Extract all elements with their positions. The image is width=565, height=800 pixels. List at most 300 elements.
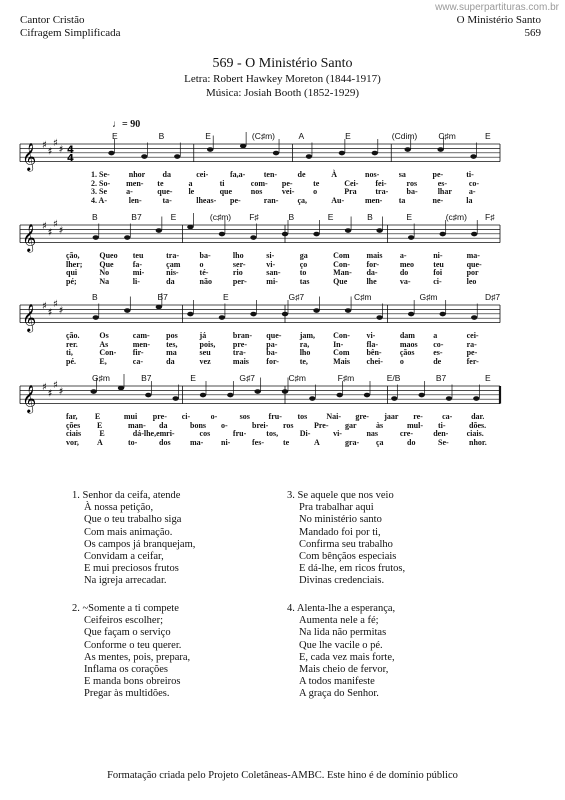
note-head [156, 228, 162, 233]
chord-symbol: (Cdim) [391, 131, 418, 141]
note-head [376, 315, 382, 320]
verse-1 [72, 490, 195, 588]
note-head [141, 154, 147, 159]
lyric-syllable: fla- [366, 339, 379, 349]
note-head [124, 308, 130, 313]
verse-line-text: Ceifeiros escolher; [84, 615, 164, 627]
lyric-syllable: dões. [469, 420, 487, 430]
verse-line [72, 664, 190, 676]
lyric-syllable: ri- [166, 429, 175, 439]
watermark: www.superpartituras.com.br [435, 2, 559, 13]
verse-line-text: Na igreja arrecadar. [84, 575, 167, 587]
lyric-syllable: da [159, 420, 168, 430]
lyric-syllable: Mais [333, 356, 350, 366]
lyric-syllable: ga [299, 251, 308, 260]
lyric-syllable: men- [126, 178, 144, 188]
note-head [240, 144, 246, 149]
verse-line [72, 551, 195, 563]
chord-symbol: E [205, 131, 211, 141]
chord-symbol: G♯7 [288, 292, 305, 302]
lyric-syllable: que- [466, 259, 482, 269]
note-head [345, 308, 351, 313]
verse-line-text: Mandado foi por ti, [299, 526, 381, 538]
lyric-syllable: co- [433, 339, 444, 349]
verse-number: 2. [72, 603, 83, 614]
lyric-syllable: E [94, 412, 101, 421]
verse-line [72, 640, 190, 652]
lyric-syllable: lho [232, 251, 244, 260]
lyric-syllable: Pra [344, 187, 357, 197]
sharp-icon: ♯ [42, 221, 47, 232]
sharp-icon: ♯ [47, 307, 53, 319]
lyric-syllable: ba- [199, 251, 211, 260]
lyric-syllable: pé; [66, 276, 77, 286]
lyric-syllable: es- [437, 178, 448, 188]
note-head [250, 312, 256, 317]
lyric-syllable: es- [433, 348, 443, 358]
note-head [174, 154, 180, 159]
chord-symbol: E [223, 292, 229, 302]
hymn-number: 569 [524, 27, 541, 39]
lyric-syllable: ti [219, 178, 225, 188]
lyric-syllable: ba- [406, 187, 418, 197]
lyric-syllable: vi- [266, 259, 276, 269]
lyric-syllable: teu [433, 259, 444, 269]
lyric-syllable: pos [166, 331, 178, 340]
chord-symbol: B7 [435, 373, 447, 383]
lyric-syllable: da [166, 276, 175, 286]
lyric-syllable: té- [199, 268, 209, 278]
lyric-syllable: fru- [232, 429, 247, 439]
note-head [200, 393, 206, 398]
lyric-syllable: dá-lhe,em [132, 429, 167, 439]
lyric-syllable: Man- [333, 268, 352, 278]
lyric-syllable: sa [398, 170, 406, 179]
lyric-syllable: tra- [232, 348, 246, 358]
note-head [172, 396, 178, 401]
lyric-syllable: brei- [252, 420, 269, 430]
verse-line-text: Mais cheio de fervor, [299, 664, 389, 676]
lyric-syllable: pre- [232, 339, 247, 349]
verse-line-text: Na lida não permitas [299, 627, 387, 639]
sharp-icon: ♯ [58, 144, 64, 156]
lyric-syllable: Con- [99, 348, 117, 358]
lyric-syllable: te, [299, 356, 308, 366]
note-head [187, 225, 193, 230]
note-head [219, 315, 225, 320]
lyric-syllable: A [314, 437, 320, 447]
chord-symbol: C♯m [354, 292, 372, 302]
lyric-syllable: chei- [366, 356, 383, 366]
sharp-icon: ♯ [53, 137, 58, 149]
lyric-syllable: Queo [99, 251, 118, 260]
lyric-syllable: vi- [333, 429, 342, 439]
verse-line [287, 603, 395, 615]
verse-line-text: Inflama os corações [84, 664, 168, 676]
lyric-syllable: ca- [132, 356, 143, 366]
lyric-syllable: ros [283, 420, 294, 430]
lyric-line [0, 357, 565, 366]
lyric-syllable: pois, [199, 339, 216, 349]
chord-symbol: E [485, 373, 491, 383]
verse-number: 3. [287, 490, 298, 501]
lyric-syllable: o- [221, 420, 228, 430]
treble-clef-icon: 𝄞 [22, 142, 37, 171]
treble-clef-icon: 𝄞 [22, 384, 37, 413]
verse-line [287, 551, 405, 563]
lyric-syllable: per- [232, 276, 247, 286]
verse-line [72, 603, 190, 615]
note-head [376, 228, 382, 233]
lyric-syllable: a [188, 178, 193, 188]
lyric-syllable: lhe [366, 276, 377, 286]
lyric-syllable: dar. [471, 412, 485, 421]
lyric-syllable: tos [297, 412, 308, 421]
chord-symbol: E/B [386, 373, 401, 383]
note-head [439, 312, 445, 317]
lyric-syllable: lho [299, 348, 311, 358]
note-head [227, 393, 233, 398]
lyric-syllable: Cei- [344, 178, 359, 188]
lyric-syllable: pa- [266, 339, 278, 349]
lyric-syllable: já [199, 331, 207, 340]
lyric-syllable: a [433, 331, 438, 340]
lyric-syllable: ca- [442, 412, 453, 421]
lyric-syllable: jaar [384, 412, 399, 421]
verse-4 [287, 603, 395, 701]
lyric-syllable: mais [232, 356, 249, 366]
edition-name: Cifragem Simplificada [20, 27, 121, 39]
verse-number: 1. [72, 490, 83, 501]
lyric-syllable: bons [190, 420, 207, 430]
lyric-syllable: ros [406, 178, 418, 188]
chord-symbol: G♯m [419, 292, 438, 302]
time-signature: 4 [67, 144, 74, 156]
verse-line [287, 563, 405, 575]
lyric-syllable: jam, [299, 331, 316, 340]
verse-line-text: Aumenta nele a fé; [299, 615, 379, 627]
sharp-icon: ♯ [53, 298, 58, 310]
note-head [437, 147, 443, 152]
sharp-icon: ♯ [58, 225, 64, 237]
lyric-syllable: foi [433, 268, 443, 278]
lyric-syllable: pé. [66, 356, 76, 366]
note-head [124, 235, 130, 240]
chord-symbol: E [170, 212, 177, 222]
verse-line [287, 539, 405, 551]
verse-line [72, 652, 190, 664]
verse-line-text: E dá-lhe, em ricos frutos, [299, 563, 406, 575]
note-head [273, 151, 279, 156]
lyric-syllable: Nai- [326, 412, 342, 421]
lyric-syllable: dos [159, 437, 171, 447]
verse-line [72, 514, 195, 526]
lyric-syllable: ten- [263, 170, 278, 179]
verse-line [287, 664, 395, 676]
verse-line-text: Pregar às multidões. [84, 688, 170, 700]
chord-row [0, 373, 565, 384]
chord-row [0, 131, 565, 142]
lyric-syllable: va- [399, 276, 411, 286]
lyric-syllable: ma [166, 348, 177, 358]
lyric-syllable: o [199, 259, 204, 269]
lyric-syllable: to [299, 268, 307, 278]
chord-symbol: F♯m [337, 373, 355, 383]
lyric-syllable: seu [199, 348, 211, 358]
lyric-syllable: ciais [66, 429, 82, 439]
verse-line-text: Que lhe vacile o pé. [299, 639, 383, 651]
chord-symbol: G♯7 [239, 373, 255, 383]
treble-clef-icon: 𝄞 [22, 303, 37, 332]
lyric-syllable: Com [333, 348, 350, 358]
note-head [372, 151, 378, 156]
lyric-syllable: E [97, 420, 103, 430]
music-credit: Música: Josiah Booth (1852-1929) [205, 87, 360, 99]
chord-symbol: E [406, 212, 413, 222]
verse-line-text: Com mais animação. [84, 526, 173, 538]
lyric-syllable: cam- [132, 331, 150, 340]
lyric-syllable: mui [123, 412, 138, 421]
lyric-syllable: que [219, 187, 233, 197]
lyric-syllable: ra, [299, 339, 310, 349]
title-block [0, 55, 565, 100]
sharp-icon: ♯ [42, 140, 47, 151]
verse-line [72, 490, 195, 502]
chord-symbol: B [92, 292, 98, 302]
lyric-syllable: E, [99, 356, 107, 366]
verse-line [287, 527, 405, 539]
verse-line [287, 615, 395, 627]
lyric-syllable: to- [128, 437, 138, 447]
lyric-syllable: vez [199, 356, 211, 366]
chord-symbol: B [367, 212, 373, 222]
sharp-icon: ♯ [47, 146, 53, 158]
lyric-syllable: o [399, 356, 404, 366]
lyric-syllable: meo [399, 259, 415, 269]
lyric-syllable: Con- [333, 259, 350, 269]
lyric-syllable: nhor. [469, 437, 487, 447]
note-head [313, 232, 319, 237]
sharp-icon: ♯ [47, 227, 53, 239]
lyric-syllable: ço [299, 259, 308, 269]
sharp-icon: ♯ [53, 379, 58, 391]
lyric-syllable: ção, [66, 251, 80, 260]
lyric-syllable: rer. [66, 339, 78, 349]
lyric-syllable: san- [266, 268, 281, 278]
chord-symbol: B7 [157, 292, 168, 302]
lyric-syllable: E [99, 429, 105, 439]
lyric-syllable: fir- [132, 348, 144, 358]
lyric-syllable: nis- [166, 268, 179, 278]
header-left [20, 14, 121, 40]
lyric-syllable: tra- [375, 187, 389, 197]
chord-symbol: E [327, 212, 334, 222]
lyric-syllable: ser- [232, 259, 246, 269]
verse-line [72, 688, 190, 700]
lyric-syllable: nos [250, 187, 263, 197]
lyric-syllable: Que [333, 276, 348, 286]
hymn-name: O Ministério Santo [456, 14, 541, 26]
lyric-syllable: mais [366, 251, 383, 260]
lyric-syllable: te [313, 178, 320, 188]
note-head [254, 389, 260, 394]
lyric-syllable: pe- [432, 170, 444, 179]
note-head [187, 312, 193, 317]
chord-symbol: B7 [141, 373, 152, 383]
lyric-syllable: da- [366, 268, 378, 278]
lyric-syllable: Na [99, 276, 110, 286]
note-head [118, 386, 124, 391]
lyric-syllable: Se- [438, 437, 449, 447]
lyric-syllable: men- [132, 339, 151, 349]
chord-symbol: D♯7 [485, 292, 501, 302]
note-head [108, 151, 114, 156]
chord-row [0, 292, 565, 303]
verse-line [72, 575, 195, 587]
chord-row [0, 212, 565, 223]
lyric-syllable: Que [99, 259, 114, 269]
lyric-syllable: cei- [196, 170, 209, 179]
note-head [306, 154, 312, 159]
lyric-syllable: gra- [345, 437, 360, 447]
chord-symbol: (c♯m) [445, 212, 467, 222]
lyric-syllable: ba- [266, 348, 278, 358]
lyric-syllable: ti- [466, 170, 474, 179]
lyric-syllable: que- [157, 187, 173, 197]
verse-line [72, 615, 190, 627]
verse-line-text: Se aquele que nos veio [297, 490, 394, 501]
lyric-syllable: dam [399, 331, 415, 340]
verse-line-text: A todos manifeste [299, 676, 375, 688]
chord-symbol: B [92, 212, 98, 222]
lyric-syllable: ma- [466, 251, 480, 260]
lyric-syllable: 1. Se- [91, 170, 110, 179]
lyric-syllable: re- [413, 412, 423, 421]
verse-line-text: Divinas credenciais. [299, 575, 385, 587]
note-head [219, 232, 225, 237]
lyric-line [0, 277, 565, 286]
verse-line [72, 563, 195, 575]
verse-line [287, 676, 395, 688]
lyric-syllable: si- [266, 251, 275, 260]
lyric-syllable: nos- [365, 170, 380, 179]
lyric-syllable: Com [333, 251, 350, 260]
sharp-icon: ♯ [58, 305, 64, 317]
lyric-syllable: vi- [366, 331, 376, 340]
lyric-syllable: às [376, 420, 384, 430]
lyric-syllable: gre- [355, 412, 369, 421]
verse-line-text: Que façam o serviço [84, 627, 171, 639]
note-head [408, 312, 414, 317]
lyric-syllable: ça [376, 437, 384, 447]
verse-line [287, 514, 405, 526]
verse-line-text: A graça do Senhor. [299, 688, 379, 700]
chord-symbol: E [190, 373, 196, 383]
verse-line [72, 627, 190, 639]
lyric-syllable: la [466, 195, 473, 205]
lyric-syllable: bên- [366, 348, 382, 358]
lyric-syllable: qui [66, 268, 78, 278]
note-head [470, 154, 476, 159]
lyric-syllable: ti- [438, 420, 446, 430]
header-right [457, 14, 541, 40]
lyric-syllable: cei- [466, 331, 479, 340]
tempo-marking: ♩= 90 [112, 119, 141, 130]
sharp-icon: ♯ [42, 382, 47, 393]
lyric-syllable: não [199, 276, 212, 286]
lyric-syllable: do [407, 437, 416, 447]
chord-symbol: (C♯m) [251, 131, 276, 141]
chord-symbol: F♯ [485, 212, 495, 222]
lyric-syllable: ta [398, 195, 406, 205]
lyric-syllable: pe- [466, 348, 478, 358]
lyric-syllable: ti, [66, 348, 73, 358]
verse-line-text: Os campos já branquejam, [84, 538, 196, 550]
lyric-syllable: a- [468, 187, 476, 197]
lyric-syllable: te [283, 437, 290, 447]
lyric-syllable: lhar [437, 187, 452, 197]
lyric-syllable: len- [128, 195, 142, 205]
note-head [250, 235, 256, 240]
lyric-syllable: do [399, 268, 409, 278]
lyric-syllable: vei- [281, 187, 295, 197]
verse-line [287, 490, 405, 502]
verse-line-text: As mentes, pois, prepara, [84, 651, 191, 663]
lyric-syllable: In- [333, 339, 344, 349]
lyric-syllable: maos [399, 339, 418, 349]
note-head [345, 228, 351, 233]
verse-line-text: E manda bons obreiros [84, 676, 181, 688]
lyric-syllable: ções [66, 420, 81, 430]
lyric-syllable: o- [210, 412, 218, 421]
chord-symbol: C♯m [438, 131, 456, 141]
verse-line-text: Confirma seu trabalho [299, 538, 393, 550]
lyric-syllable: Di- [299, 429, 311, 439]
note-head [473, 396, 479, 401]
lyric-syllable: de [433, 356, 442, 366]
lyric-syllable: ci- [433, 276, 442, 286]
lyric-syllable: nhor [128, 170, 146, 179]
verse-line [72, 527, 195, 539]
note-head [90, 389, 96, 394]
lyric-syllable: ra- [466, 339, 477, 349]
verse-number: 4. [287, 603, 297, 614]
lyric-syllable: tra- [166, 251, 180, 260]
page-title: 569 - O Ministério Santo [212, 56, 353, 71]
note-head [309, 396, 315, 401]
lyric-syllable: ma- [190, 437, 204, 447]
lyric-syllable: mi- [266, 276, 278, 286]
lyric-syllable: lheas- [196, 195, 217, 205]
lyric-syllable: Os [99, 331, 109, 340]
verse-line [287, 502, 405, 514]
lyric-syllable: A [97, 437, 103, 447]
lyric-syllable: gar [345, 420, 357, 430]
note-head [439, 232, 445, 237]
lyric-syllable: fa,a- [230, 170, 246, 179]
note-head [364, 393, 370, 398]
verse-line [72, 676, 190, 688]
verse-line-text: Que o teu trabalho siga [84, 514, 182, 526]
note-head [313, 308, 319, 313]
lyric-syllable: te [157, 178, 164, 188]
time-signature: 4 [67, 153, 74, 165]
lyric-syllable: da [166, 356, 175, 366]
note-head [408, 235, 414, 240]
verse-line-text: Alenta-lhe a esperança, [296, 603, 396, 614]
lyric-syllable: mul- [407, 420, 423, 430]
lyric-syllable: nas [366, 429, 379, 439]
